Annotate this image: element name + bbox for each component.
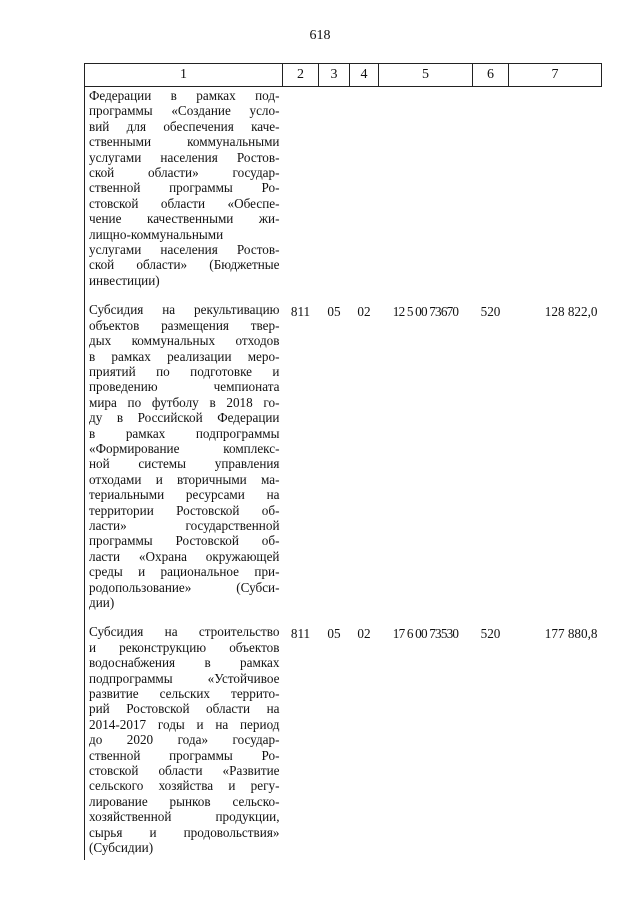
target-article: 12 5 00 73670 [392,304,459,320]
description-line: (Субсидии) [89,840,154,856]
row-description [85,614,283,859]
description-line: дии) [89,595,115,610]
description-line: в рамках подпрограммы [89,425,280,441]
section-code: 05 [327,626,341,642]
description-line: среды и рациональное при- [89,564,280,580]
col-header-7: 7 [509,64,602,87]
description-line: ственной программы Ро- [89,180,280,196]
subsection-code [350,87,379,293]
amount [509,87,602,293]
amount: 177 880,8 [544,626,598,642]
row-description [85,292,283,614]
admin-code [283,87,319,293]
subsection-code: 02 [357,304,371,320]
table-row [85,87,602,293]
table-row [85,614,602,859]
description-line: рий Ростовской области на [89,701,280,717]
amount: 128 822,0 [544,304,598,320]
col-header-4: 4 [350,64,379,87]
description-line: сельского хозяйства и регу- [89,778,280,794]
page-number: 618 [309,28,331,43]
col-header-1: 1 [85,64,283,87]
description-line: отходами и вторичными ма- [89,471,280,487]
description-line: 2014-2017 годы и на период [89,716,280,732]
expense-type: 520 [480,626,501,642]
section-code: 05 [327,304,341,320]
expense-type [473,87,509,293]
description-line: стовской области «Развитие [89,763,280,779]
description-line: услугами населения Ростов- [89,242,280,258]
row-description [85,87,283,293]
description-line: и реконструкцию объектов [89,639,280,655]
col-header-5: 5 [379,64,473,87]
col-header-6: 6 [473,64,509,87]
target-article: 17 6 00 73530 [392,626,459,642]
description-line: территории Ростовской об- [89,502,280,518]
admin-code: 811 [290,626,311,642]
description-line: Субсидия на строительство [89,624,280,640]
description-line: водоснабжения в рамках [89,655,280,671]
description-line: мира по футболу в 2018 го- [89,394,280,410]
description-line: ласти «Охрана окружающей [89,548,280,564]
table-row [85,292,602,614]
description-line: ственной программы Ро- [89,747,280,763]
description-line: стовской области «Обеспе- [89,195,280,211]
description-line: хозяйственной продукции, [89,809,280,825]
description-line: териальными ресурсами на [89,487,280,503]
description-line: до 2020 года» государ- [89,732,280,748]
description-line: лирование рынков сельско- [89,793,280,809]
description-line: «Формирование комплекс- [89,440,280,456]
description-line: Федерации в рамках под- [89,88,280,103]
expense-type: 520 [480,304,501,320]
description-line: развитие сельских террито- [89,686,280,702]
description-line: программы Ростовской об- [89,533,280,549]
admin-code: 811 [290,304,311,320]
description-line: услугами населения Ростов- [89,149,280,165]
description-line: ной системы управления [89,456,280,472]
header-row [85,64,602,87]
description-line: ской области» (Бюджетные [89,257,280,273]
col-header-2: 2 [283,64,319,87]
target-article [379,87,473,293]
description-line: в рамках реализации меро- [89,348,280,364]
description-line: ственными коммунальными [89,134,280,150]
description-line: ской области» государ- [89,165,280,181]
section-code [319,87,350,293]
description-line: инвестиции) [89,272,160,288]
description-line: вий для обеспечения каче- [89,118,280,134]
description-line: дых коммунальных отходов [89,333,280,349]
col-header-3: 3 [319,64,350,87]
description-line: программы «Создание усло- [89,103,280,119]
description-line: лищно-коммунальными [89,226,224,242]
subsection-code: 02 [357,626,371,642]
description-line: родопользование» (Субси- [89,579,280,595]
description-line: подпрограммы «Устойчивое [89,670,280,686]
description-line: ду в Российской Федерации [89,410,280,426]
description-line: проведению чемпионата [89,379,280,395]
description-line: Субсидия на рекультивацию [89,302,280,318]
description-line: сырья и продовольствия» [89,824,280,840]
description-line: ласти» государственной [89,517,280,533]
budget-table [84,63,602,860]
description-line: приятий по подготовке и [89,363,280,379]
description-line: объектов размещения твер- [89,317,280,333]
description-line: чение качественными жи- [89,211,280,227]
